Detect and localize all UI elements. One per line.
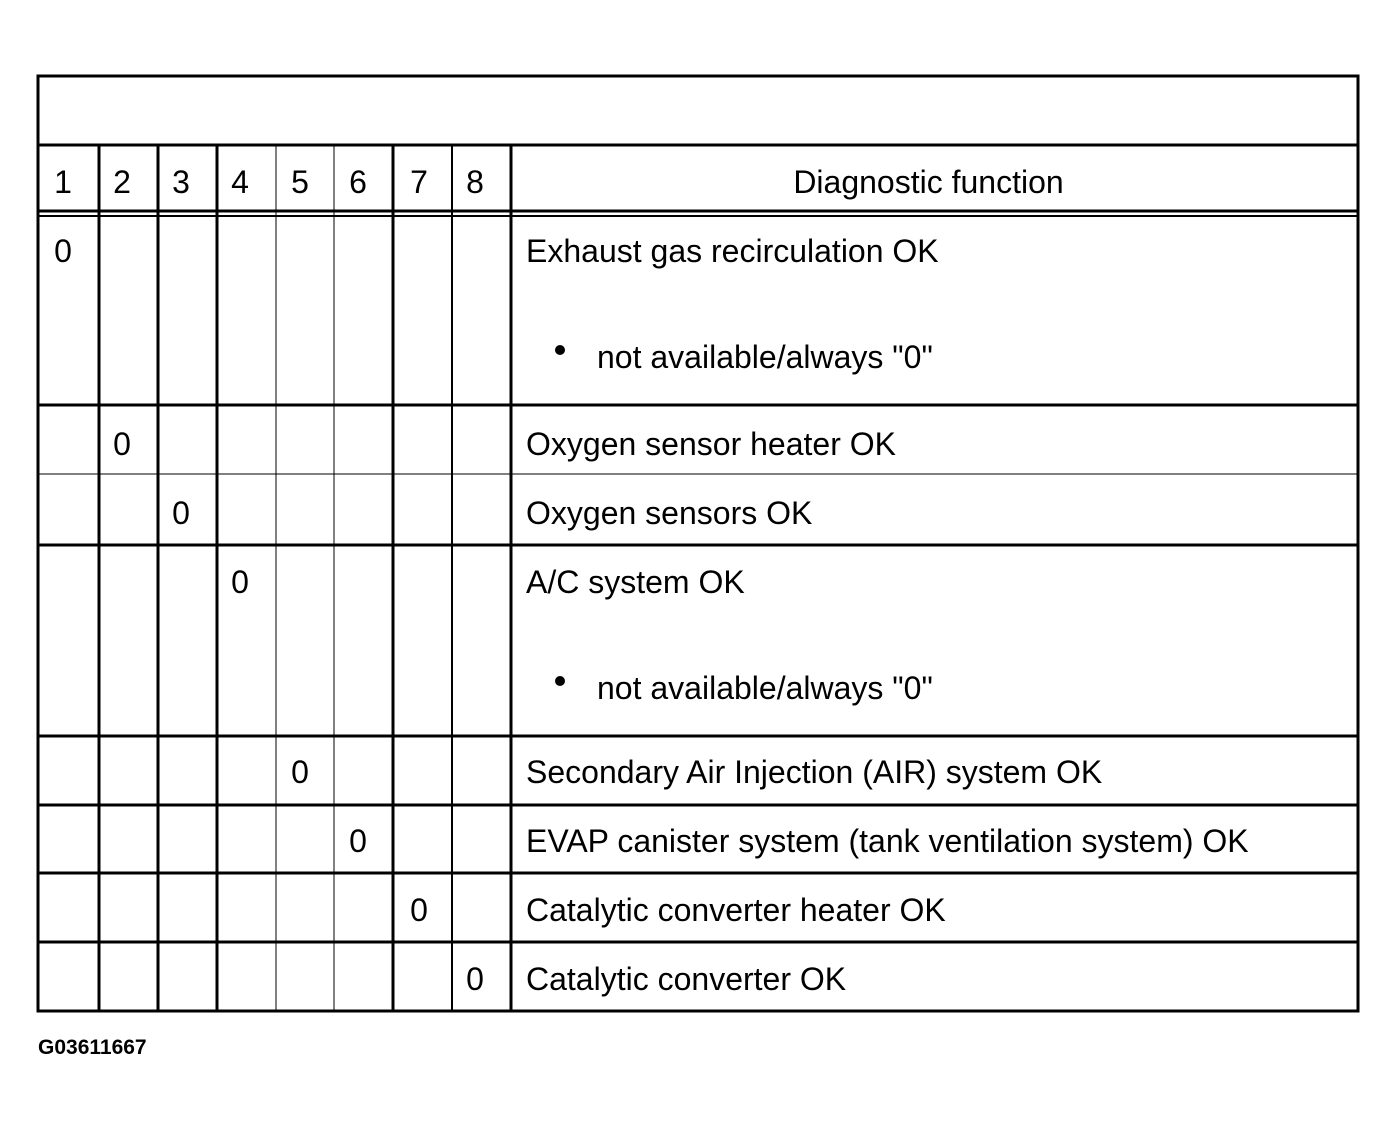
bit-label-4: 4 [231,164,249,200]
row-1-description: Exhaust gas recirculation OK [526,233,939,269]
row-6-description: EVAP canister system (tank ventilation system) OK [526,823,1249,859]
row-8-value: 0 [466,961,484,997]
row-2-description: Oxygen sensor heater OK [526,426,896,462]
row-4-value: 0 [231,564,249,600]
row-3-description: Oxygen sensors OK [526,495,813,531]
row-7-description: Catalytic converter heater OK [526,892,946,928]
row-8-description: Catalytic converter OK [526,961,847,997]
row-4-note: not available/always "0" [597,670,933,706]
bit-label-2: 2 [113,164,131,200]
row-5-description: Secondary Air Injection (AIR) system OK [526,754,1103,790]
bullet-icon [555,676,565,686]
row-4-description: A/C system OK [526,564,745,600]
bit-label-5: 5 [291,164,309,200]
row-5-value: 0 [291,754,309,790]
diagnostic-function-header: Diagnostic function [793,164,1064,200]
row-6-value: 0 [349,823,367,859]
bit-label-6: 6 [349,164,367,200]
bit-label-7: 7 [410,164,428,200]
row-1-note: not available/always "0" [597,339,933,375]
figure-id: G03611667 [38,1036,147,1059]
bit-label-1: 1 [54,164,72,200]
bit-label-3: 3 [172,164,190,200]
row-2-value: 0 [113,426,131,462]
row-7-value: 0 [410,892,428,928]
bullet-icon [555,345,565,355]
bit-label-8: 8 [466,164,484,200]
row-1-value: 0 [54,233,72,269]
row-3-value: 0 [172,495,190,531]
